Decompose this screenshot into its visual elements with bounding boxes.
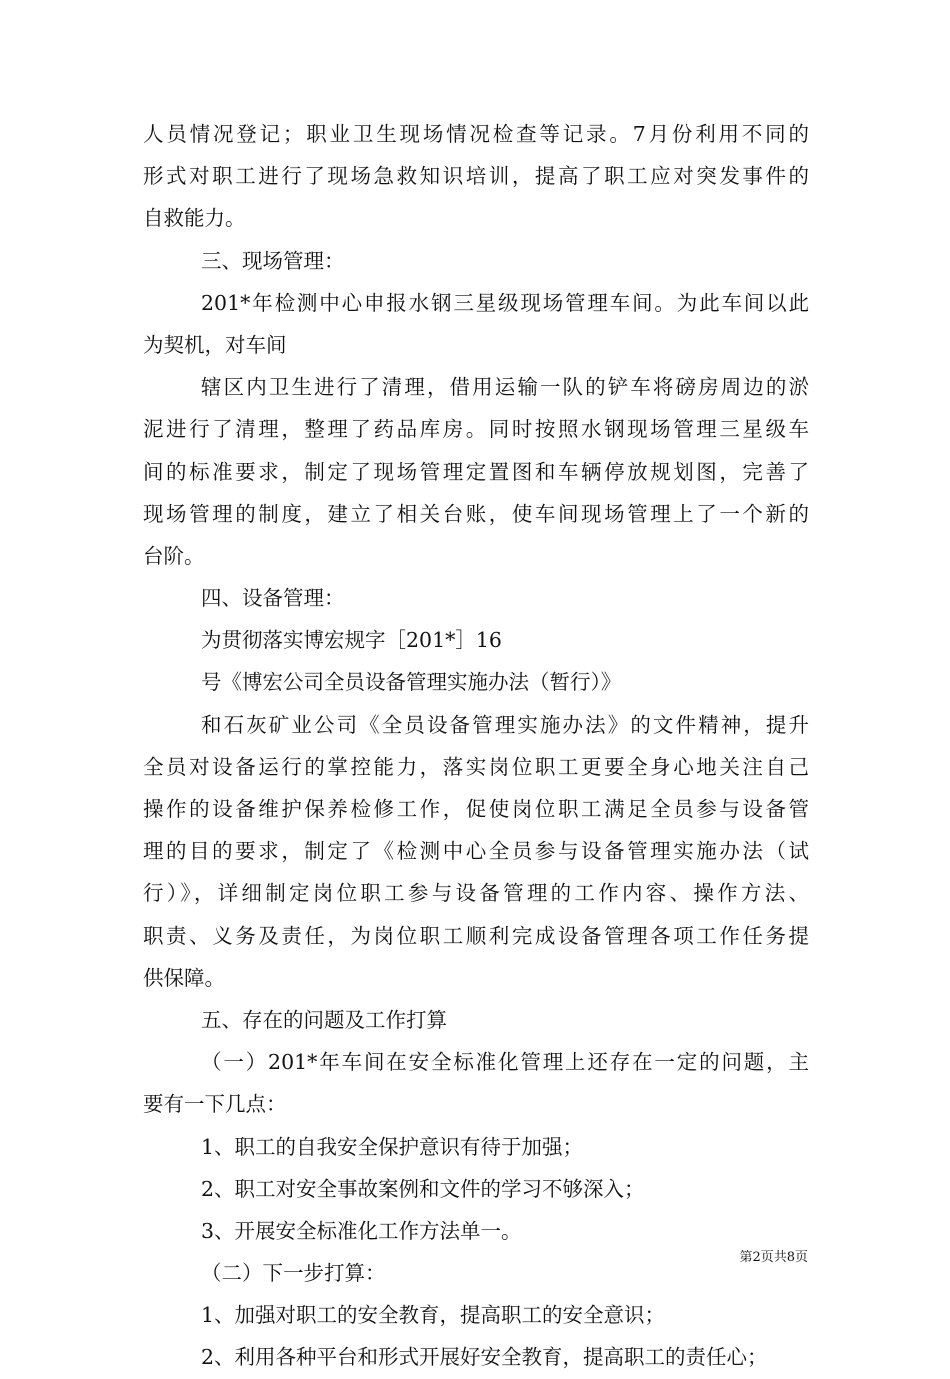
text-line: 全员对设备运行的掌控能力，落实岗位职工更要全身心地关注自己 [143,754,809,779]
subsection-heading: （二）下一步打算： [201,1261,386,1286]
text-line: 操作的设备维护保养检修工作，促使岗位职工满足全员参与设备管 [143,797,809,821]
text-line: 供保障。 [143,965,225,990]
text-line: 职责、义务及责任，为岗位职工顺利完成设备管理各项工作任务提 [143,923,809,948]
text-line: 理的目的要求，制定了《检测中心全员参与设备管理实施办法（试 [143,839,809,864]
section-heading: 五、存在的问题及工作打算 [201,1007,447,1032]
section-heading: 四、设备管理： [201,586,345,611]
list-item: 2、职工对安全事故案例和文件的学习不够深入； [201,1176,645,1201]
text-line: 为契机，对车间 [143,332,287,357]
list-item: 2、利用各种平台和形式开展好安全教育，提高职工的责任心； [201,1345,768,1370]
text-line: 泥进行了清理，整理了药品库房。同时按照水钢现场管理三星级车 [143,417,809,442]
text-line: 自救能力。 [143,206,246,231]
document-body [143,113,809,1379]
page-number-footer [0,1246,808,1265]
list-item: 3、开展安全标准化工作方法单一。 [201,1218,522,1243]
page-number-label: 第2页共8页 [739,1250,808,1265]
text-line: 要有一下几点： [143,1092,287,1117]
section-heading: 三、现场管理： [201,248,345,273]
text-line: 号《博宏公司全员设备管理实施办法（暂行）》 [201,670,622,695]
text-line: 台阶。 [143,543,205,568]
text-line: 间的标准要求，制定了现场管理定置图和车辆停放规划图，完善了 [143,459,809,484]
text-line: 为贯彻落实博宏规字［201*］16 [201,628,502,653]
text-line: 形式对职工进行了现场急救知识培训，提高了职工应对突发事件的 [143,164,809,189]
list-item: 1、职工的自我安全保护意识有待于加强； [201,1134,584,1159]
text-line: 和石灰矿业公司《全员设备管理实施办法》的文件精神，提升 [201,712,809,737]
text-line: 行）》，详细制定岗位职工参与设备管理的工作内容、操作方法、 [143,881,809,906]
text-line: 辖区内卫生进行了清理，借用运输一队的铲车将磅房周边的淤 [201,375,809,400]
text-line: 现场管理的制度，建立了相关台账，使车间现场管理上了一个新的 [143,501,809,526]
text-line: 人员情况登记；职业卫生现场情况检查等记录。7月份利用不同的 [143,122,809,146]
text-line: （一）201*年车间在安全标准化管理上还存在一定的问题，主 [201,1050,809,1075]
text-line: 201*年检测中心申报水钢三星级现场管理车间。为此车间以此 [201,290,809,315]
list-item: 1、加强对职工的安全教育，提高职工的安全意识； [201,1303,666,1328]
